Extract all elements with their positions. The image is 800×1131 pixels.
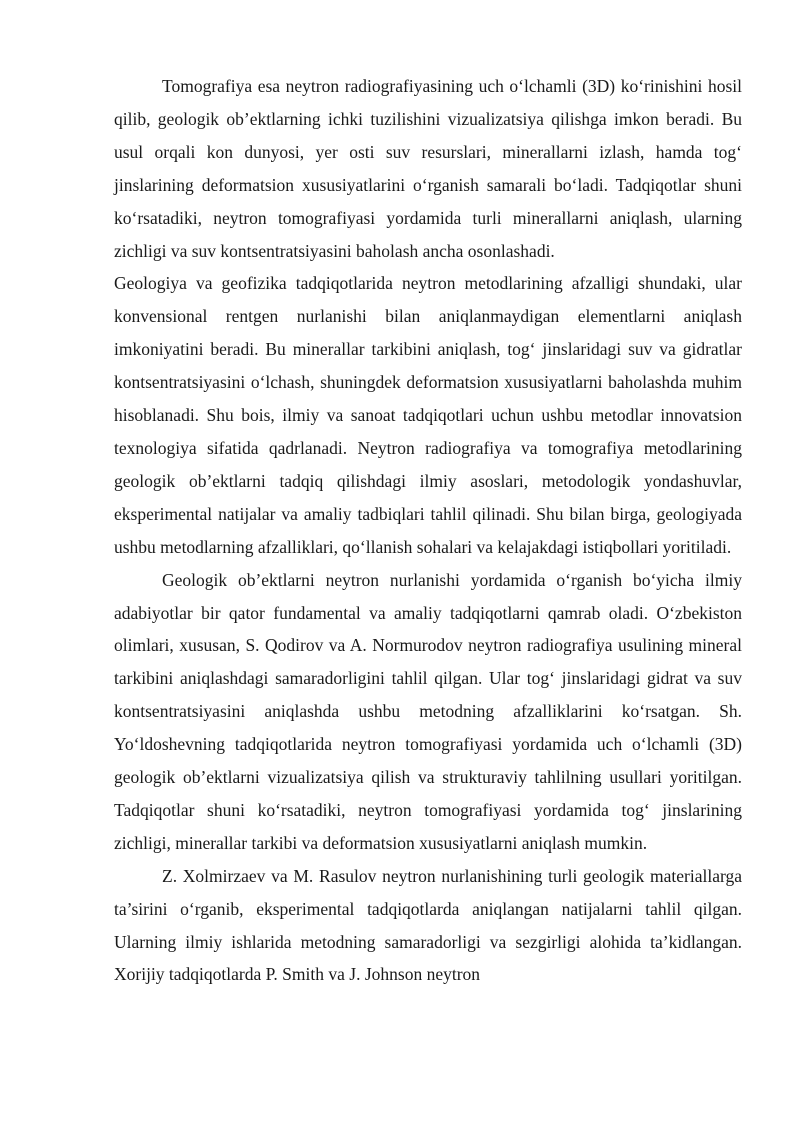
paragraph-experimental-studies: Z. Xolmirzaev va M. Rasulov neytron nurlanishining turli geologik materiallarga ta’sirini o‘rganib, eksperimental tadqiqotlarda aniqlangan natijalarni tahlil qilgan. Ularning ilmiy ishlarida metodning samaradorligi va sezgirligi alohida ta’kidlangan. Xorijiy tadqiqotlarda P. Smith va J. Johnson neytron (114, 865, 742, 985)
paragraph-tomography-intro: Tomografiya esa neytron radiografiyasining uch o‘lchamli (3D) ko‘rinishini hosil qilib, geologik ob’ektlarning ichki tuzilishini vizualizatsiya qilishga imkon beradi. Bu usul orqali kon dunyosi, yer osti suv resurslari, minerallarni izlash, hamda tog‘ jinslarining deformatsion xususiyatlarini o‘rganish samarali bo‘ladi. Tadqiqotlar shuni ko‘rsatadiki, neytron tomografiyasi yordamida turli minerallarni aniqlash, ularning zichligi va suv kontsentratsiyasini baholash ancha osonlashadi. (114, 76, 742, 261)
paragraph-literature-review: Geologik ob’ektlarni neytron nurlanishi yordamida o‘rganish bo‘yicha ilmiy adabiyotlar bir qator fundamental va amaliy tadqiqotlarni qamrab oladi. O‘zbekiston olimlari, xususan, S. Qodirov va A. Normurodov neytron radiografiya usulining mineral tarkibini aniqlashdagi samaradorligini tahlil qilgan. Ular tog‘ jinslaridagi gidrat va suv kontsentratsiyasini aniqlashda ushbu metodning afzalliklarini ko‘rsatgan. Sh. Yo‘ldoshevning tadqiqotlarida neytron tomografiyasi yordamida uch o‘lchamli (3D) geologik ob’ektlarni vizualizatsiya qilish va strukturaviy tahlilning usullari yoritilgan. Tadqiqotlar shuni ko‘rsatadiki, neytron tomografiyasi yordamida tog‘ jinslarining zichligi, minerallar tarkibi va deformatsion xususiyatlarni aniqlash mumkin. (114, 569, 742, 853)
paragraph-neutron-advantages: Geologiya va geofizika tadqiqotlarida neytron metodlarining afzalligi shundaki, ular konvensional rentgen nurlanishi bilan aniqlanmaydigan elementlarni aniqlash imkoniyatini beradi. Bu minerallar tarkibini aniqlash, tog‘ jinslaridagi suv va gidratlar kontsentratsiyasini o‘lchash, shuningdek deformatsion xususiyatlarni baholashda muhim hisoblanadi. Shu bois, ilmiy va sanoat tadqiqotlari uchun ushbu metodlar innovatsion texnologiya sifatida qadrlanadi. Neytron radiografiya va tomografiya metodlarining geologik ob’ektlarni tadqiq qilishdagi ilmiy asoslari, metodologik yondashuvlar, eksperimental natijalar va amaliy tadbiqlari tahlil qilinadi. Shu bilan birga, geologiyada ushbu metodlarning afzalliklari, qo‘llanish sohalari va kelajakdagi istiqbollari yoritiladi. (114, 273, 742, 557)
